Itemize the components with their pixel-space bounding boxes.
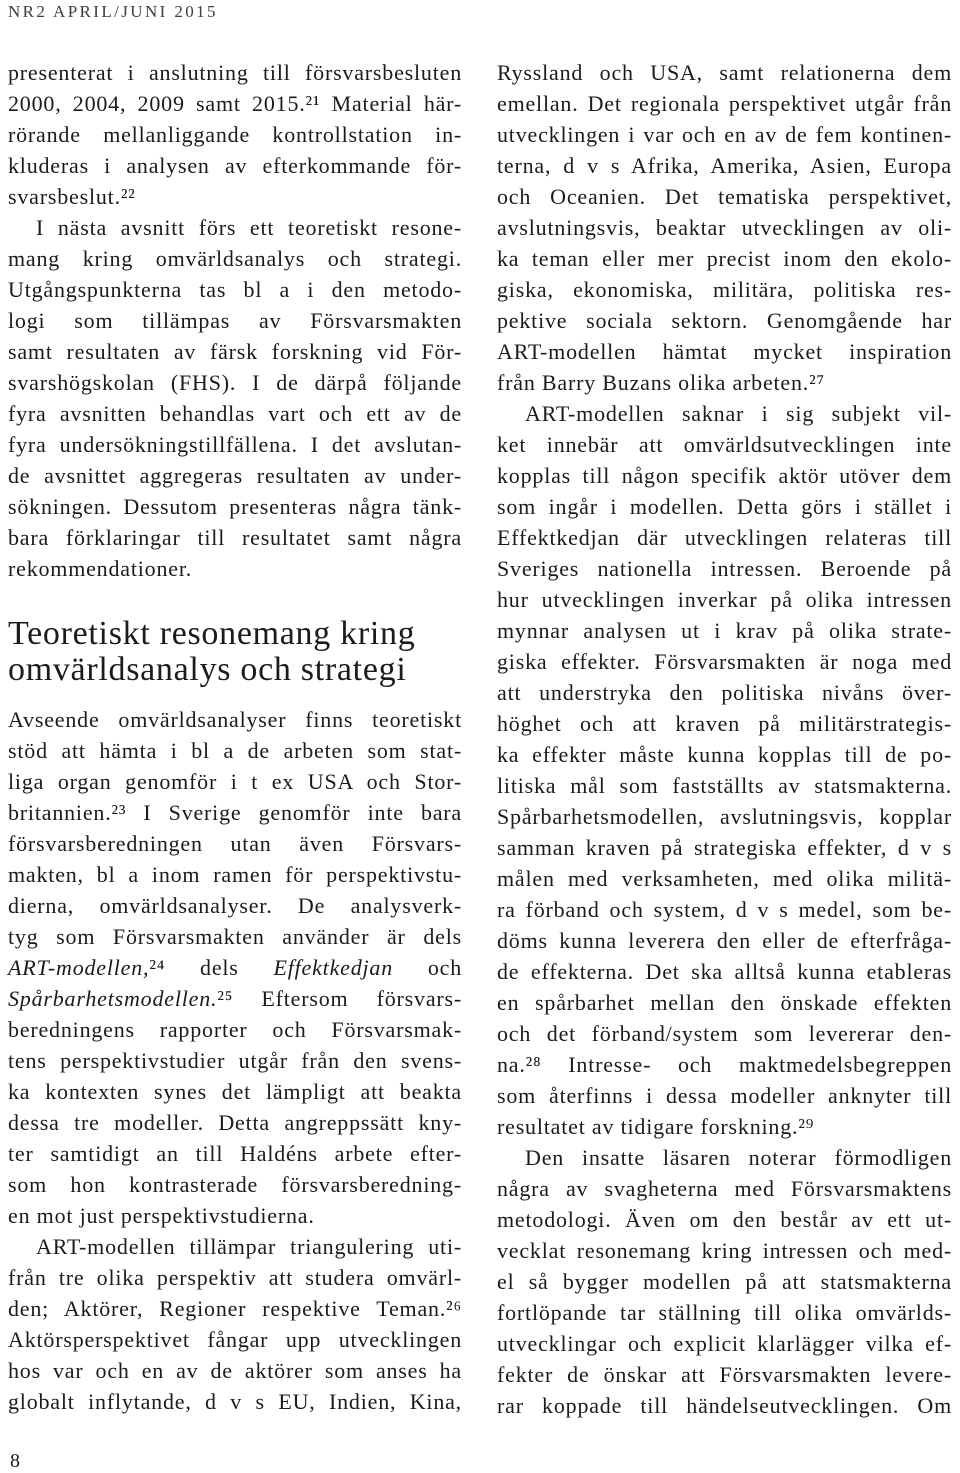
italic-term: ART-modellen, xyxy=(8,955,150,980)
text-line: höghet och att kraven på militärstrategis- xyxy=(497,711,952,736)
text-line: ra förband och system, d v s medel, som be- xyxy=(497,897,952,922)
text-line: logi som tillämpas av Försvarsmakten xyxy=(8,308,462,333)
text-line: mynnar analysen ut i krav på olika strate- xyxy=(497,618,952,643)
text-line: pektive sociala sektorn. Genomgående har xyxy=(497,308,952,333)
paragraph xyxy=(8,212,462,584)
text-line: fekter de önskar att Försvarsmakten levere- xyxy=(497,1362,952,1387)
text-line: dessa tre modeller. Detta angreppssätt kny- xyxy=(8,1110,462,1135)
text-line: stöd att hämta i bl a de arbeten som stat- xyxy=(8,738,462,763)
text-line: ka effekter måste kunna kopplas till de po- xyxy=(497,742,952,767)
text-line: ART-modellen saknar i sig subjekt vil- xyxy=(525,401,952,426)
text-run: ²⁴ dels xyxy=(149,955,274,980)
text-line: Aktörsperspektivet fångar upp utvecklingen xyxy=(8,1327,462,1352)
text-line: som hon kontrasterade försvarsberedning- xyxy=(8,1172,462,1197)
text-line: globalt inflytande, d v s EU, Indien, Kina, xyxy=(8,1389,462,1414)
text-line: samt resultaten av färsk forskning vid För- xyxy=(8,339,462,364)
text-line: dierna, omvärldsanalyser. De analysverk- xyxy=(8,893,462,918)
paragraph xyxy=(8,57,462,212)
left-column xyxy=(8,57,462,1417)
text-line: sökningen. Dessutom presenteras några tänk- xyxy=(8,494,462,519)
text-line: makten, bl a inom ramen för perspektivstu- xyxy=(8,862,462,887)
text-line: ket innebär att omvärldsutvecklingen inte xyxy=(497,432,952,457)
text-line: beredningens rapporter och Försvarsmak- xyxy=(8,1017,462,1042)
issue-label: NR2 APRIL/JUNI 2015 xyxy=(8,2,218,21)
text-line: några av svagheterna med Försvarsmaktens xyxy=(497,1176,952,1201)
text-line: Utgångspunkterna tas bl a i den metodo- xyxy=(8,277,462,302)
text-line xyxy=(8,952,462,983)
text-line: rar koppade till händelseutvecklingen. Om xyxy=(497,1393,952,1418)
text-line: svarshögskolan (FHS). I de därpå följande xyxy=(8,370,462,395)
text-line: presenterat i anslutning till försvarsbesluten xyxy=(8,60,462,85)
text-line: Spårbarhetsmodellen, avslutningsvis, kopplar xyxy=(497,804,952,829)
section-heading xyxy=(8,616,462,688)
text-line: resultatet av tidigare forskning.²⁹ xyxy=(497,1114,815,1139)
text-line: giska, ekonomiska, militära, politiska res- xyxy=(497,277,952,302)
text-line: ter samtidigt an till Haldéns arbete efter- xyxy=(8,1141,462,1166)
text-line: na.²⁸ Intresse- och maktmedelsbegreppen xyxy=(497,1052,952,1077)
text-line: tens perspektivstudier utgår från den svens- xyxy=(8,1048,462,1073)
text-line: den; Aktörer, Regioner respektive Teman.²⁶ xyxy=(8,1296,462,1321)
text-run: ²⁵ Eftersom försvars- xyxy=(217,986,462,1011)
right-column xyxy=(497,57,952,1421)
paragraph xyxy=(8,1231,462,1417)
text-run: och xyxy=(393,955,463,980)
text-line: en spårbarhet mellan den önskade effekten xyxy=(497,990,952,1015)
text-line: I nästa avsnitt förs ett teoretiskt resone- xyxy=(36,215,462,240)
text-line: liga organ genomför i t ex USA och Stor- xyxy=(8,769,462,794)
text-line: samman kraven på strategiska effekter, d v s xyxy=(497,835,952,860)
paragraph xyxy=(8,704,462,1231)
text-line xyxy=(8,983,462,1014)
text-line: hos var och en av de aktörer som anses ha xyxy=(8,1358,462,1383)
text-line: el så bygger modellen på att statsmakterna xyxy=(497,1269,952,1294)
text-line: Avseende omvärldsanalyser finns teoretiskt xyxy=(8,707,462,732)
section-heading-line: omvärldsanalys och strategi xyxy=(8,651,407,688)
text-line: metodologi. Även om den består av ett ut- xyxy=(497,1207,952,1232)
text-line: döms kunna leverera den eller de efterfråga- xyxy=(497,928,952,953)
text-line: fyra undersökningstillfällena. I det avslutan- xyxy=(8,432,462,457)
text-line: Effektkedjan där utvecklingen relateras till xyxy=(497,525,952,550)
text-line: terna, d v s Afrika, Amerika, Asien, Europa xyxy=(497,153,952,178)
text-line: utvecklingar och explicit klarlägger vilka ef- xyxy=(497,1331,952,1356)
text-line: mang kring omvärldsanalys och strategi. xyxy=(8,246,462,271)
paragraph xyxy=(497,398,952,1142)
page-number: 8 xyxy=(10,1450,20,1472)
text-line: tyg som Försvarsmakten använder är dels xyxy=(8,924,462,949)
text-line: ka teman eller mer precist inom den ekolo- xyxy=(497,246,952,271)
text-line: försvarsberedningen utan även Försvars- xyxy=(8,831,462,856)
text-line: målen med verksamheten, med olika militä- xyxy=(497,866,952,891)
text-line: rörande mellanliggande kontrollstation in- xyxy=(8,122,462,147)
text-line: som ingår i modellen. Detta görs i stället i xyxy=(497,494,952,519)
text-line: kopplas till någon specifik aktör utöver dem xyxy=(497,463,952,488)
text-line: litiska mål som fastställts av statsmakterna. xyxy=(497,773,952,798)
paragraph xyxy=(497,1142,952,1421)
text-line: från Barry Buzans olika arbeten.²⁷ xyxy=(497,370,825,395)
text-line: Ryssland och USA, samt relationerna dem xyxy=(497,60,952,85)
text-line: och det förband/system som levererar den- xyxy=(497,1021,952,1046)
text-line: de effekterna. Det ska alltså kunna etableras xyxy=(497,959,952,984)
text-line: britannien.²³ I Sverige genomför inte bara xyxy=(8,800,462,825)
text-line: att understryka den politiska nivåns över- xyxy=(497,680,952,705)
text-line: 2000, 2004, 2009 samt 2015.²¹ Material här- xyxy=(8,91,462,116)
text-line: hur utvecklingen inverkar på olika intressen xyxy=(497,587,952,612)
text-line: från tre olika perspektiv att studera omvärl- xyxy=(8,1265,462,1290)
text-line: som återfinns i dessa modeller anknyter till xyxy=(497,1083,952,1108)
text-line: fortlöpande tar ställning till olika omvärlds- xyxy=(497,1300,952,1325)
paragraph xyxy=(497,57,952,398)
text-line: utvecklingen i var och en av de fem kontinen- xyxy=(497,122,952,147)
text-line: kluderas i analysen av efterkommande för- xyxy=(8,153,462,178)
italic-term: Spårbarhetsmodellen. xyxy=(8,986,218,1011)
text-line: en mot just perspektivstudierna. xyxy=(8,1203,315,1228)
italic-term: Effektkedjan xyxy=(273,955,394,980)
text-line: rekommendationer. xyxy=(8,556,193,581)
text-line: fyra avsnitten behandlas vart och ett av de xyxy=(8,401,462,426)
text-line: svarsbeslut.²² xyxy=(8,184,136,209)
text-line: och Oceanien. Det tematiska perspektivet, xyxy=(497,184,952,209)
section-heading-line: Teoretiskt resonemang kring xyxy=(8,615,416,652)
text-line: de avsnittet aggregeras resultaten av under- xyxy=(8,463,462,488)
text-line: ART-modellen tillämpar triangulering uti- xyxy=(36,1234,462,1259)
text-line: emellan. Det regionala perspektivet utgår från xyxy=(497,91,952,116)
text-line: vecklat resonemang kring intressen och med- xyxy=(497,1238,952,1263)
text-line: ka kontexten synes det lämpligt att beakta xyxy=(8,1079,462,1104)
text-line: giska effekter. Försvarsmakten är noga med xyxy=(497,649,952,674)
text-line: ART-modellen hämtat mycket inspiration xyxy=(497,339,952,364)
text-line: avslutningsvis, beaktar utvecklingen av oli- xyxy=(497,215,952,240)
text-line: bara förklaringar till resultatet samt några xyxy=(8,525,462,550)
text-line: Sveriges nationella intressen. Beroende på xyxy=(497,556,952,581)
text-line: Den insatte läsaren noterar förmodligen xyxy=(525,1145,952,1170)
